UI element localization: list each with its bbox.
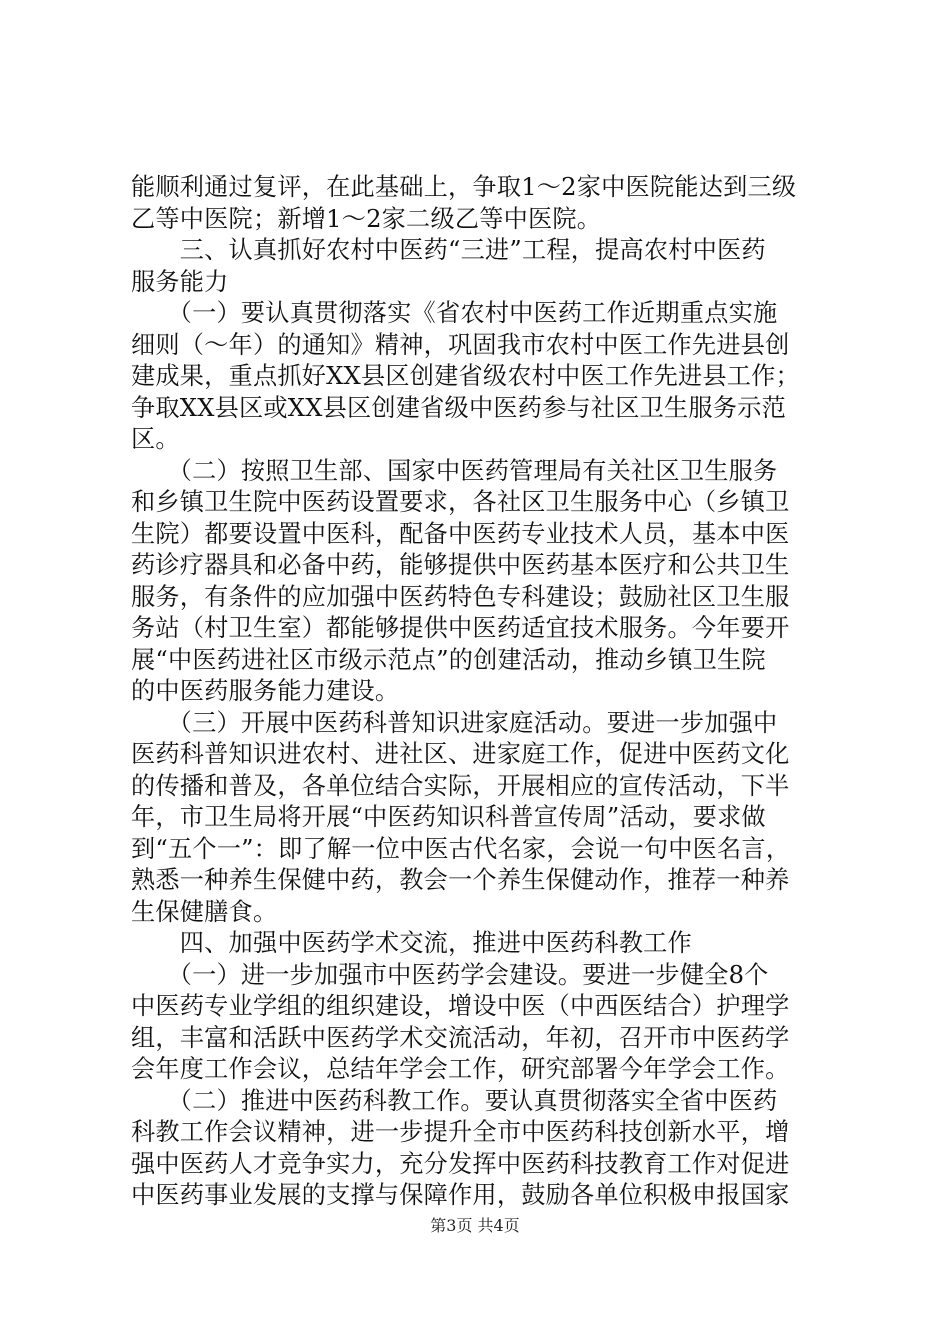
text-line: 中医药事业发展的支撑与保障作用，鼓励各单位积极申报国家 bbox=[131, 1181, 790, 1209]
text-line: （三）开展中医药科普知识进家庭活动。要进一步加强中 bbox=[131, 708, 778, 737]
text-line: 三、认真抓好农村中医药“三进”工程，提高农村中医药 bbox=[131, 236, 766, 264]
text-line: 生保健膳食。 bbox=[131, 897, 278, 926]
text-line: 区。 bbox=[131, 425, 180, 453]
text-line: 会年度工作会议，总结年学会工作，研究部署今年学会工作。 bbox=[131, 1055, 790, 1083]
text-line: 的中医药服务能力建设。 bbox=[131, 677, 400, 705]
text-line: （二）按照卫生部、国家中医药管理局有关社区卫生服务 bbox=[131, 456, 778, 485]
text-line: 服务，有条件的应加强中医药特色专科建设；鼓励社区卫生服 bbox=[131, 582, 790, 611]
text-line: 强中医药人才竞争实力，充分发挥中医药科技教育工作对促进 bbox=[131, 1149, 790, 1178]
text-line: 中医药专业学组的组织建设，增设中医（中西医结合）护理学 bbox=[131, 992, 790, 1020]
text-line: 药诊疗器具和必备中药，能够提供中医药基本医疗和公共卫生 bbox=[131, 551, 790, 579]
text-line: 医药科普知识进农村、进社区、进家庭工作，促进中医药文化 bbox=[131, 740, 790, 768]
text-line: 四、加强中医药学术交流，推进中医药科教工作 bbox=[131, 929, 692, 957]
text-line: （二）推进中医药科教工作。要认真贯彻落实全省中医药 bbox=[131, 1086, 778, 1115]
text-line: 熟悉一种养生保健中药，教会一个养生保健动作，推荐一种养 bbox=[131, 866, 790, 894]
text-line: 到“五个一”：即了解一位中医古代名家，会说一句中医名言， bbox=[131, 834, 791, 863]
document-body bbox=[131, 172, 835, 1212]
text-line: 的传播和普及，各单位结合实际，开展相应的宣传活动，下半 bbox=[131, 771, 790, 800]
text-line: 务站（村卫生室）都能够提供中医药适宜技术服务。今年要开 bbox=[131, 614, 790, 642]
text-line: 争取XX县区或XX县区创建省级中医药参与社区卫生服务示范 bbox=[131, 393, 786, 422]
text-line: （一）要认真贯彻落实《省农村中医药工作近期重点实施 bbox=[131, 299, 778, 327]
text-line: 建成果，重点抓好XX县区创建省级农村中医工作先进县工作； bbox=[131, 362, 800, 390]
page-footer: 第3页 共4页 bbox=[430, 1216, 520, 1235]
text-line: （一）进一步加强市中医药学会建设。要进一步健全8个 bbox=[131, 960, 769, 989]
text-line: 能顺利通过复评，在此基础上，争取1～2家中医院能达到三级 bbox=[131, 173, 797, 201]
text-line: 服务能力 bbox=[131, 267, 229, 296]
text-line: 乙等中医院；新增1～2家二级乙等中医院。 bbox=[131, 204, 602, 233]
text-line: 年，市卫生局将开展“中医药知识科普宣传周”活动，要求做 bbox=[131, 803, 766, 831]
text-line: 组，丰富和活跃中医药学术交流活动，年初，召开市中医药学 bbox=[131, 1023, 790, 1052]
text-line: 展“中医药进社区市级示范点”的创建活动，推动乡镇卫生院 bbox=[131, 645, 766, 674]
text-line: 和乡镇卫生院中医药设置要求，各社区卫生服务中心（乡镇卫 bbox=[131, 488, 790, 516]
text-line: 生院）都要设置中医科，配备中医药专业技术人员，基本中医 bbox=[131, 519, 790, 548]
text-line: 科教工作会议精神，进一步提升全市中医药科技创新水平，增 bbox=[131, 1118, 790, 1146]
text-line: 细则（～年）的通知》精神，巩固我市农村中医工作先进县创 bbox=[131, 330, 790, 359]
